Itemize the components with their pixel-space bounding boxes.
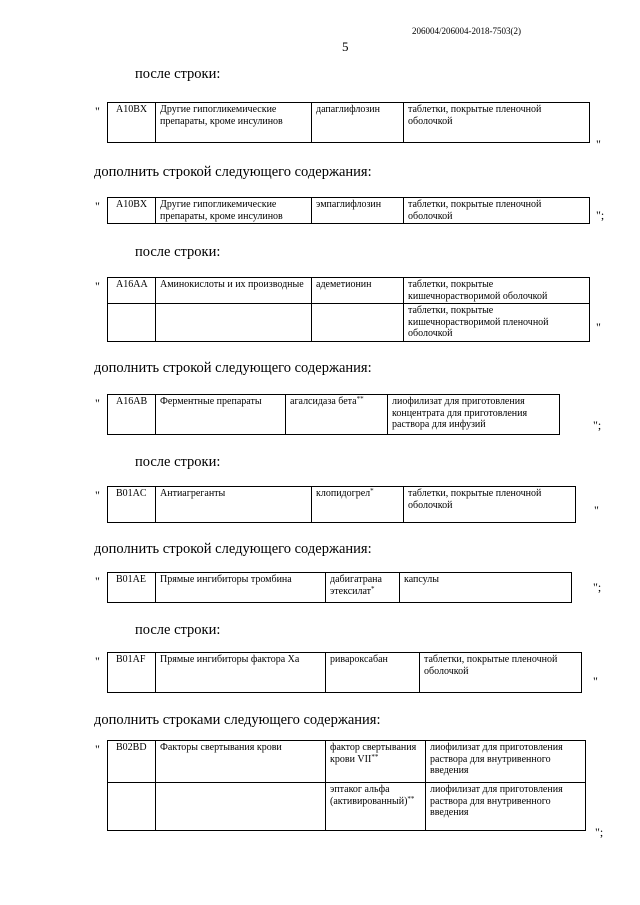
dosage-form-cell: таблетки, покрытые кишечнорастворимой оболочкой (404, 278, 590, 304)
drug-cell (312, 278, 404, 304)
group-cell: Прямые ингибиторы тромбина (156, 573, 326, 603)
atc-code-cell: B01AC (108, 487, 156, 523)
drug-footnote-mark: ** (407, 794, 415, 803)
drug-name: эптаког альфа (активированный) (330, 784, 408, 807)
dosage-form-cell: лиофилизат для приготовления раствора для внутривенного введения (426, 783, 586, 831)
drug-table (107, 197, 590, 224)
table-row (108, 653, 582, 693)
drug-footnote-mark: ** (356, 395, 364, 403)
atc-code-cell: B02BD (108, 741, 156, 783)
atc-code-cell: A16AB (108, 395, 156, 435)
group-cell: Прямые ингибиторы фактора Xa (156, 653, 326, 693)
document-number: 206004/206004-2018-7503(2) (412, 26, 521, 36)
dosage-form-cell: лиофилизат для приготовления концентрата для приготовления раствора для инфузий (388, 395, 560, 435)
drug-name: агалсидаза бета (290, 396, 357, 407)
drug-footnote-mark: ** (371, 752, 379, 761)
drug-table (107, 102, 590, 143)
drug-name: эмпаглифлозин (316, 199, 382, 210)
drug-cell (312, 304, 404, 342)
table-row (108, 487, 576, 523)
atc-code-cell (108, 783, 156, 831)
drug-footnote-mark: * (370, 487, 374, 495)
dosage-form-cell: капсулы (400, 573, 572, 603)
drug-name: клопидогрел (316, 488, 371, 499)
section-intro: после строки: (135, 244, 221, 260)
open-quote: " (95, 396, 100, 410)
atc-code-cell (108, 304, 156, 342)
dosage-form-cell: лиофилизат для приготовления раствора для внутривенного введения (426, 741, 586, 783)
open-quote: " (95, 104, 100, 118)
drug-name: дапаглифлозин (316, 104, 380, 115)
drug-footnote-mark: * (371, 584, 375, 593)
drug-table (107, 652, 582, 693)
drug-table (107, 486, 576, 523)
section-intro: дополнить строкой следующего содержания: (94, 360, 372, 376)
drug-table (107, 740, 586, 831)
close-quote: " (593, 674, 598, 688)
drug-table (107, 572, 572, 603)
section-intro: дополнить строками следующего содержания: (94, 712, 381, 728)
close-quote: "; (596, 208, 605, 222)
drug-cell (326, 573, 400, 603)
close-quote: "; (593, 418, 602, 432)
atc-code-cell: B01AE (108, 573, 156, 603)
drug-cell (312, 487, 404, 523)
atc-code-cell: A10BX (108, 198, 156, 224)
atc-code-cell: B01AF (108, 653, 156, 693)
drug-cell (286, 395, 388, 435)
drug-name: адеметионин (316, 279, 372, 290)
page-number: 5 (342, 39, 349, 54)
dosage-form-cell: таблетки, покрытые пленочной оболочкой (404, 487, 576, 523)
table-row (108, 783, 586, 831)
drug-cell (326, 783, 426, 831)
group-cell (156, 304, 312, 342)
drug-cell (312, 198, 404, 224)
group-cell: Другие гипогликемические препараты, кроме инсулинов (156, 198, 312, 224)
close-quote: "; (593, 580, 602, 594)
drug-cell (312, 103, 404, 143)
dosage-form-cell: таблетки, покрытые кишечнорастворимой пленочной оболочкой (404, 304, 590, 342)
group-cell (156, 783, 326, 831)
atc-code-cell: A16AA (108, 278, 156, 304)
dosage-form-cell: таблетки, покрытые пленочной оболочкой (420, 653, 582, 693)
drug-name: ривароксабан (330, 654, 388, 665)
section-intro: после строки: (135, 622, 221, 638)
close-quote: " (594, 503, 599, 517)
open-quote: " (95, 199, 100, 213)
dosage-form-cell: таблетки, покрытые пленочной оболочкой (404, 198, 590, 224)
atc-code-cell: A10BX (108, 103, 156, 143)
open-quote: " (95, 742, 100, 756)
table-row (108, 741, 586, 783)
open-quote: " (95, 574, 100, 588)
drug-table (107, 394, 560, 435)
table-row (108, 198, 590, 224)
table-row (108, 395, 560, 435)
table-row (108, 103, 590, 143)
group-cell: Факторы свертывания крови (156, 741, 326, 783)
table-row (108, 573, 572, 603)
table-row (108, 278, 590, 304)
table-row (108, 304, 590, 342)
open-quote: " (95, 488, 100, 502)
drug-table (107, 277, 590, 342)
dosage-form-cell: таблетки, покрытые пленочной оболочкой (404, 103, 590, 143)
group-cell: Другие гипогликемические препараты, кроме инсулинов (156, 103, 312, 143)
close-quote: " (596, 137, 601, 151)
group-cell: Аминокислоты и их производные (156, 278, 312, 304)
group-cell: Антиагреганты (156, 487, 312, 523)
drug-cell (326, 653, 420, 693)
close-quote: " (596, 320, 601, 334)
open-quote: " (95, 654, 100, 668)
close-quote: "; (595, 825, 604, 839)
section-intro: после строки: (135, 66, 221, 82)
section-intro: дополнить строкой следующего содержания: (94, 164, 372, 180)
open-quote: " (95, 279, 100, 293)
drug-name: фактор свертывания крови VII (330, 742, 417, 765)
drug-cell (326, 741, 426, 783)
section-intro: после строки: (135, 454, 221, 470)
drug-name: дабигатрана этексилат (330, 574, 382, 597)
group-cell: Ферментные препараты (156, 395, 286, 435)
section-intro: дополнить строкой следующего содержания: (94, 541, 372, 557)
